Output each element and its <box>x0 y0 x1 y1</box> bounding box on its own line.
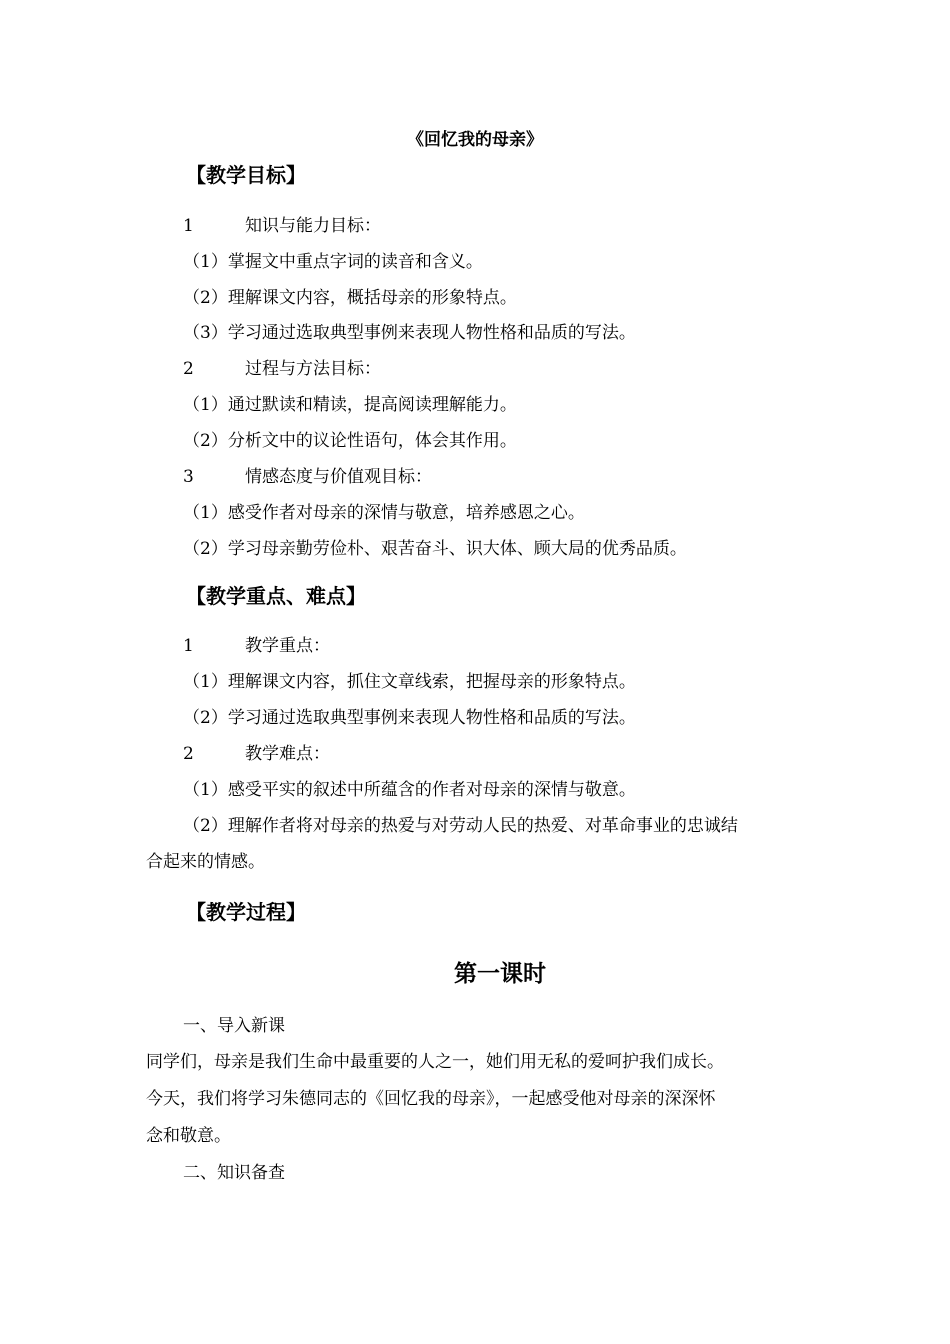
objective-item: （2）理解课文内容，概括母亲的形象特点。 <box>183 288 517 308</box>
item-text: 情感态度与价值观目标： <box>245 467 432 487</box>
objective-item: （1）掌握文中重点字词的读音和含义。 <box>183 252 483 272</box>
objective-item: （1）感受作者对母亲的深情与敬意，培养感恩之心。 <box>183 503 585 523</box>
process-step-heading: 二、知识备查 <box>183 1163 285 1183</box>
objective-group-1 <box>183 214 381 238</box>
key-point-item: （1）感受平实的叙述中所蕴含的作者对母亲的深情与敬意。 <box>183 780 636 800</box>
lesson-title: 第一课时 <box>454 961 546 987</box>
item-number: 1 <box>183 636 194 656</box>
objective-item: （2）分析文中的议论性语句，体会其作用。 <box>183 431 517 451</box>
key-point-item: （1）理解课文内容，抓住文章线索，把握母亲的形象特点。 <box>183 672 636 692</box>
paragraph-line: 同学们，母亲是我们生命中最重要的人之一，她们用无私的爱呵护我们成长。 <box>146 1052 724 1072</box>
objective-group-2 <box>183 357 381 381</box>
process-step-heading: 一、导入新课 <box>183 1016 285 1036</box>
item-text: 知识与能力目标： <box>245 216 381 236</box>
key-point-item: （2）学习通过选取典型事例来表现人物性格和品质的写法。 <box>183 708 636 728</box>
objective-group-3 <box>183 465 432 489</box>
item-text: 教学难点： <box>245 744 330 764</box>
item-number: 3 <box>183 467 194 487</box>
paragraph-line: 今天，我们将学习朱德同志的《回忆我的母亲》，一起感受他对母亲的深深怀 <box>146 1089 716 1109</box>
item-text: 过程与方法目标： <box>245 359 381 379</box>
objective-item: （1）通过默读和精读，提高阅读理解能力。 <box>183 395 517 415</box>
item-text: 教学重点： <box>245 636 330 656</box>
key-point-item: （2）理解作者将对母亲的热爱与对劳动人民的热爱、对革命事业的忠诚结 <box>183 816 738 836</box>
paragraph-line: 念和敬意。 <box>146 1126 231 1146</box>
key-point-item-continued: 合起来的情感。 <box>146 852 265 872</box>
item-number: 2 <box>183 744 194 764</box>
objective-item: （2）学习母亲勤劳俭朴、艰苦奋斗、识大体、顾大局的优秀品质。 <box>183 539 687 559</box>
item-number: 2 <box>183 359 194 379</box>
section-heading-key-points: 【教学重点、难点】 <box>186 584 366 608</box>
section-heading-process: 【教学过程】 <box>186 900 306 924</box>
key-point-group-1 <box>183 634 330 658</box>
section-heading-objectives: 【教学目标】 <box>186 163 306 187</box>
document-title: 《回忆我的母亲》 <box>407 130 543 150</box>
key-point-group-2 <box>183 742 330 766</box>
item-number: 1 <box>183 216 194 236</box>
objective-item: （3）学习通过选取典型事例来表现人物性格和品质的写法。 <box>183 323 636 343</box>
